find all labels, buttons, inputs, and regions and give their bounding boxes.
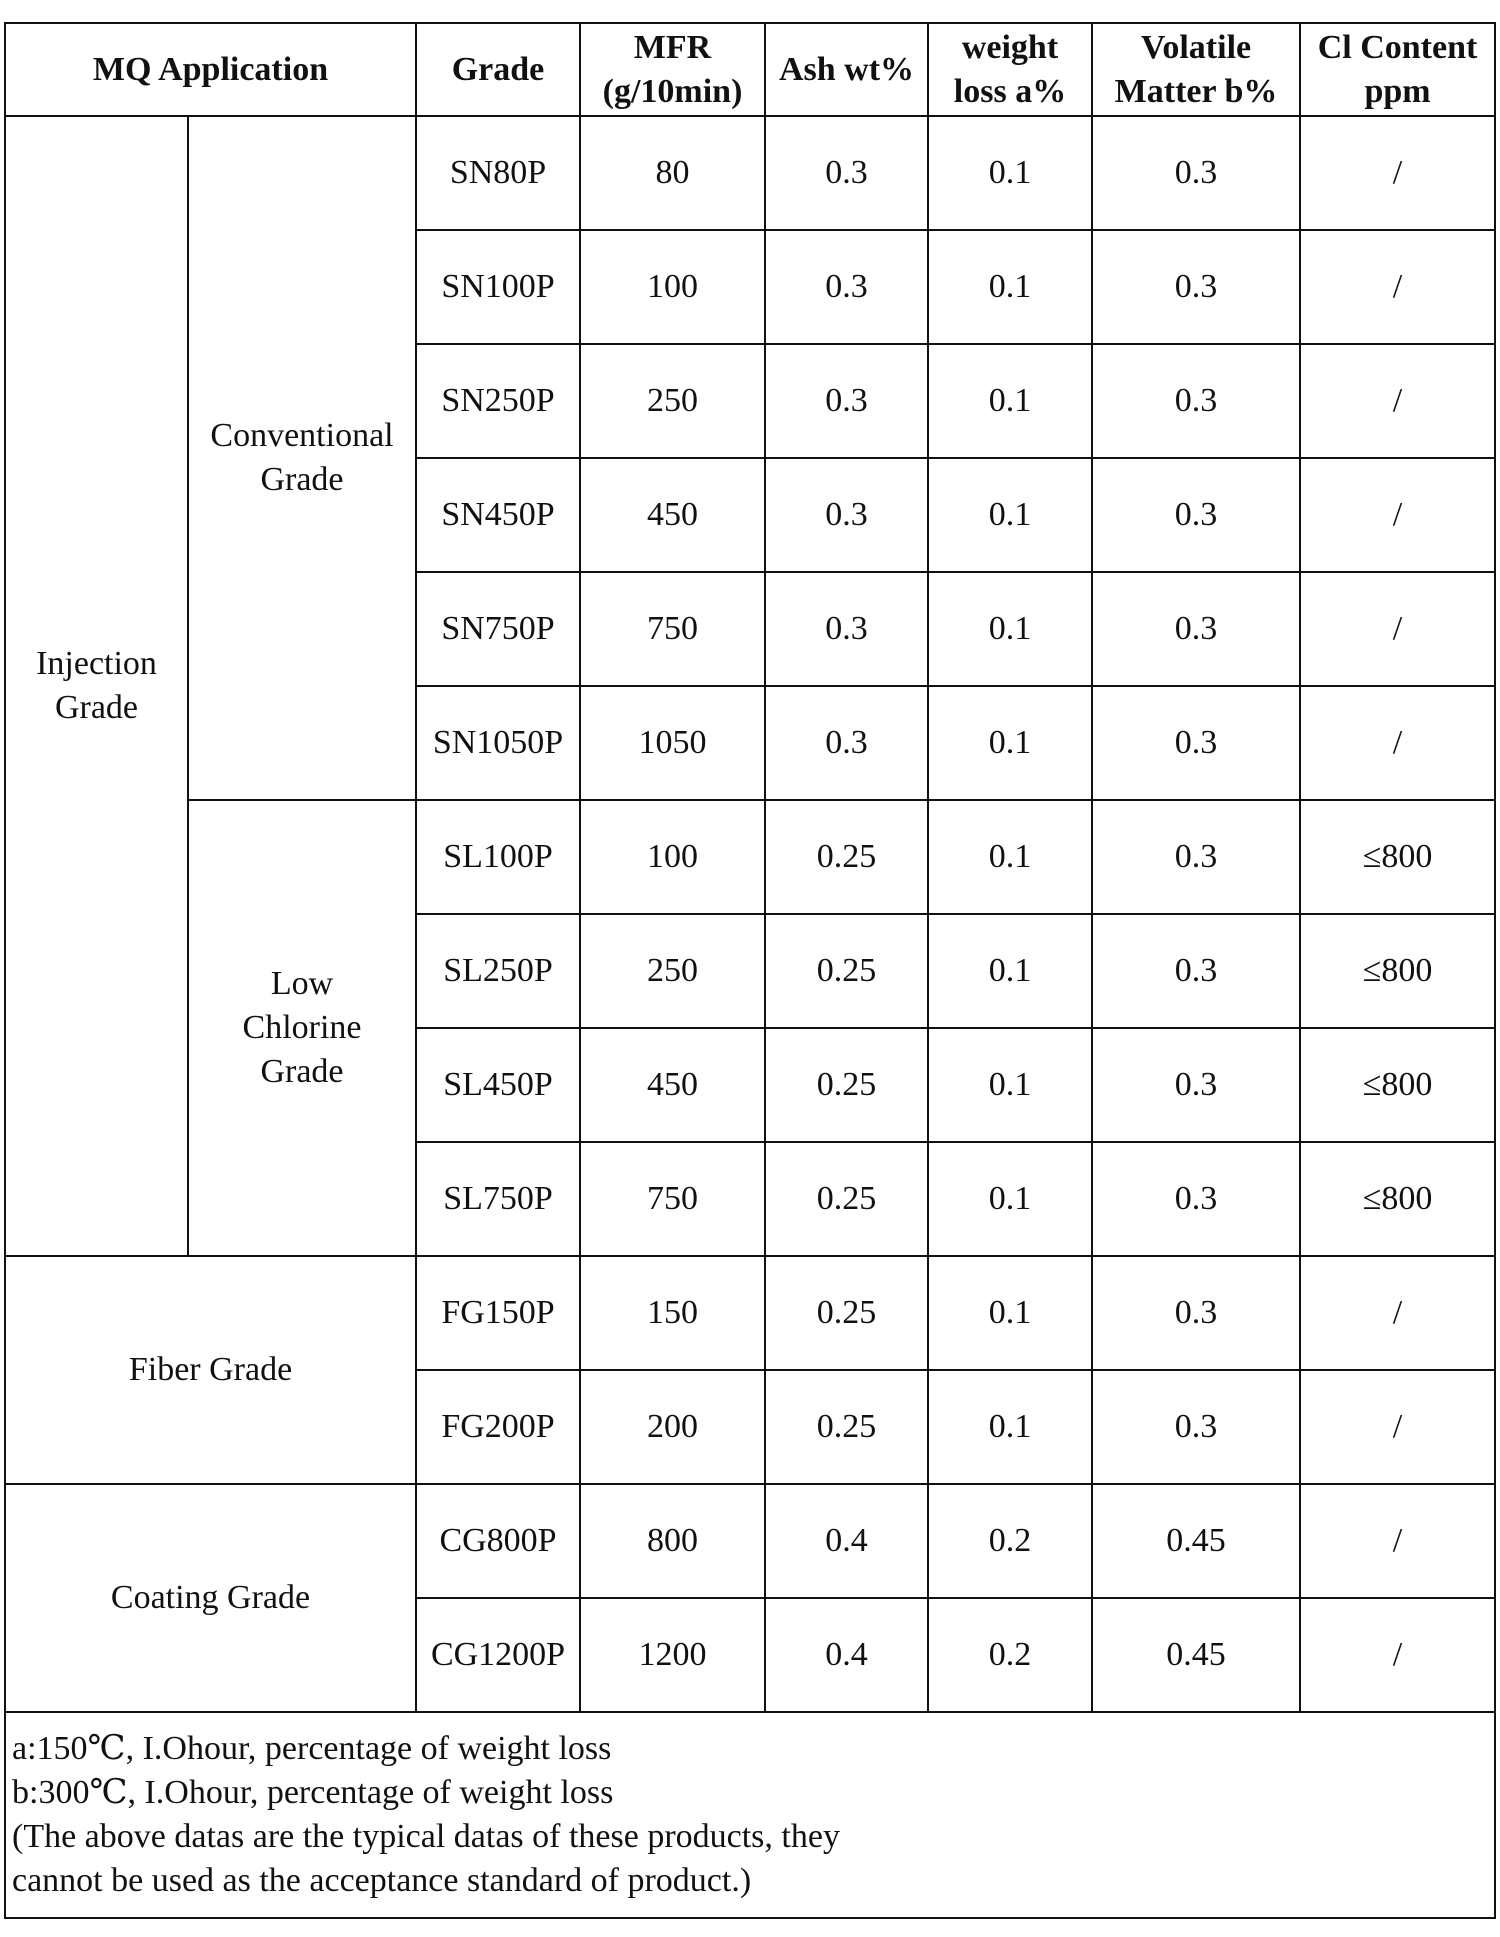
header-cl-line1: Cl Content (1317, 29, 1478, 67)
cell-volatile: 0.3 (1092, 686, 1300, 800)
cell-weight-loss: 0.1 (928, 344, 1092, 458)
cell-cl-content: / (1300, 1370, 1495, 1484)
cell-volatile: 0.3 (1092, 572, 1300, 686)
cell-grade: SN80P (416, 116, 580, 230)
cell-volatile: 0.3 (1092, 800, 1300, 914)
table-row (5, 1484, 1495, 1598)
header-volatile-line2: Matter b% (1114, 72, 1278, 110)
group-coating-grade: Coating Grade (5, 1484, 416, 1712)
cell-grade: CG800P (416, 1484, 580, 1598)
cell-grade: SN250P (416, 344, 580, 458)
cell-weight-loss: 0.1 (928, 686, 1092, 800)
cell-mfr: 450 (580, 458, 765, 572)
cell-mfr: 450 (580, 1028, 765, 1142)
group-low-chlorine-grade: Low Chlorine Grade (188, 800, 416, 1256)
cell-mfr: 100 (580, 800, 765, 914)
header-weight-loss-line2: loss a% (953, 72, 1067, 110)
cell-ash: 0.25 (765, 914, 928, 1028)
cell-ash: 0.3 (765, 458, 928, 572)
cell-grade: FG200P (416, 1370, 580, 1484)
cell-grade: SL450P (416, 1028, 580, 1142)
table-row (5, 1256, 1495, 1370)
cell-grade: FG150P (416, 1256, 580, 1370)
cell-ash: 0.4 (765, 1598, 928, 1712)
group-fiber-grade: Fiber Grade (5, 1256, 416, 1484)
cell-ash: 0.25 (765, 1370, 928, 1484)
cell-cl-content: / (1300, 116, 1495, 230)
cell-cl-content: / (1300, 230, 1495, 344)
cell-ash: 0.3 (765, 116, 928, 230)
cell-cl-content: / (1300, 572, 1495, 686)
header-mq-application: MQ Application (5, 23, 416, 116)
cell-cl-content: / (1300, 1598, 1495, 1712)
cell-grade: SN1050P (416, 686, 580, 800)
cell-grade: SL100P (416, 800, 580, 914)
cell-weight-loss: 0.2 (928, 1598, 1092, 1712)
cell-weight-loss: 0.1 (928, 914, 1092, 1028)
cell-mfr: 1050 (580, 686, 765, 800)
cell-volatile: 0.3 (1092, 1256, 1300, 1370)
cell-volatile: 0.45 (1092, 1484, 1300, 1598)
header-grade: Grade (416, 23, 580, 116)
cell-mfr: 250 (580, 344, 765, 458)
cell-volatile: 0.3 (1092, 116, 1300, 230)
grade-spec-table (4, 22, 1496, 1919)
header-mfr-line1: MFR (633, 29, 712, 67)
footnotes (5, 1712, 1495, 1918)
header-row (5, 23, 1495, 116)
cell-mfr: 150 (580, 1256, 765, 1370)
cell-mfr: 800 (580, 1484, 765, 1598)
cell-ash: 0.3 (765, 572, 928, 686)
cell-cl-content: / (1300, 344, 1495, 458)
cell-grade: SN750P (416, 572, 580, 686)
notes-row (5, 1712, 1495, 1918)
cell-mfr: 250 (580, 914, 765, 1028)
cell-ash: 0.3 (765, 230, 928, 344)
cell-weight-loss: 0.1 (928, 1256, 1092, 1370)
cell-weight-loss: 0.2 (928, 1484, 1092, 1598)
cell-cl-content: ≤800 (1300, 1028, 1495, 1142)
cell-volatile: 0.3 (1092, 344, 1300, 458)
cell-mfr: 750 (580, 1142, 765, 1256)
cell-grade: SN450P (416, 458, 580, 572)
header-cl-content (1300, 23, 1495, 116)
cell-ash: 0.3 (765, 344, 928, 458)
table-row (5, 800, 1495, 914)
footnote-disclaimer-line2: cannot be used as the acceptance standard of product.) (12, 1862, 752, 1899)
cell-mfr: 200 (580, 1370, 765, 1484)
cell-weight-loss: 0.1 (928, 800, 1092, 914)
header-weight-loss (928, 23, 1092, 116)
cell-mfr: 750 (580, 572, 765, 686)
cell-volatile: 0.3 (1092, 1028, 1300, 1142)
cell-grade: SN100P (416, 230, 580, 344)
header-weight-loss-line1: weight (961, 29, 1059, 67)
cell-weight-loss: 0.1 (928, 1142, 1092, 1256)
header-volatile-line1: Volatile (1140, 29, 1252, 67)
table-row (5, 116, 1495, 230)
cell-volatile: 0.45 (1092, 1598, 1300, 1712)
group-conventional-grade: Conventional Grade (188, 116, 416, 800)
cell-ash: 0.25 (765, 1028, 928, 1142)
cell-ash: 0.4 (765, 1484, 928, 1598)
header-volatile-matter (1092, 23, 1300, 116)
footnote-a: a:150℃, I.Ohour, percentage of weight loss (12, 1730, 612, 1767)
cell-ash: 0.3 (765, 686, 928, 800)
cell-weight-loss: 0.1 (928, 116, 1092, 230)
cell-weight-loss: 0.1 (928, 1370, 1092, 1484)
group-injection-grade: Injection Grade (5, 116, 188, 1256)
cell-ash: 0.25 (765, 1256, 928, 1370)
header-mfr-line2: (g/10min) (602, 72, 743, 110)
cell-grade: SL250P (416, 914, 580, 1028)
cell-volatile: 0.3 (1092, 914, 1300, 1028)
cell-weight-loss: 0.1 (928, 572, 1092, 686)
header-mfr (580, 23, 765, 116)
cell-volatile: 0.3 (1092, 230, 1300, 344)
cell-grade: CG1200P (416, 1598, 580, 1712)
cell-volatile: 0.3 (1092, 1370, 1300, 1484)
cell-weight-loss: 0.1 (928, 230, 1092, 344)
cell-weight-loss: 0.1 (928, 1028, 1092, 1142)
cell-mfr: 80 (580, 116, 765, 230)
cell-grade: SL750P (416, 1142, 580, 1256)
cell-volatile: 0.3 (1092, 458, 1300, 572)
cell-cl-content: / (1300, 1484, 1495, 1598)
footnote-disclaimer-line1: (The above datas are the typical datas of these products, they (12, 1818, 840, 1855)
footnote-b: b:300℃, I.Ohour, percentage of weight loss (12, 1774, 614, 1811)
cell-weight-loss: 0.1 (928, 458, 1092, 572)
cell-ash: 0.25 (765, 800, 928, 914)
cell-volatile: 0.3 (1092, 1142, 1300, 1256)
cell-mfr: 1200 (580, 1598, 765, 1712)
cell-cl-content: ≤800 (1300, 914, 1495, 1028)
header-ash: Ash wt% (765, 23, 928, 116)
cell-cl-content: / (1300, 686, 1495, 800)
cell-mfr: 100 (580, 230, 765, 344)
cell-ash: 0.25 (765, 1142, 928, 1256)
cell-cl-content: ≤800 (1300, 800, 1495, 914)
cell-cl-content: ≤800 (1300, 1142, 1495, 1256)
cell-cl-content: / (1300, 458, 1495, 572)
header-cl-line2: ppm (1364, 72, 1431, 110)
cell-cl-content: / (1300, 1256, 1495, 1370)
